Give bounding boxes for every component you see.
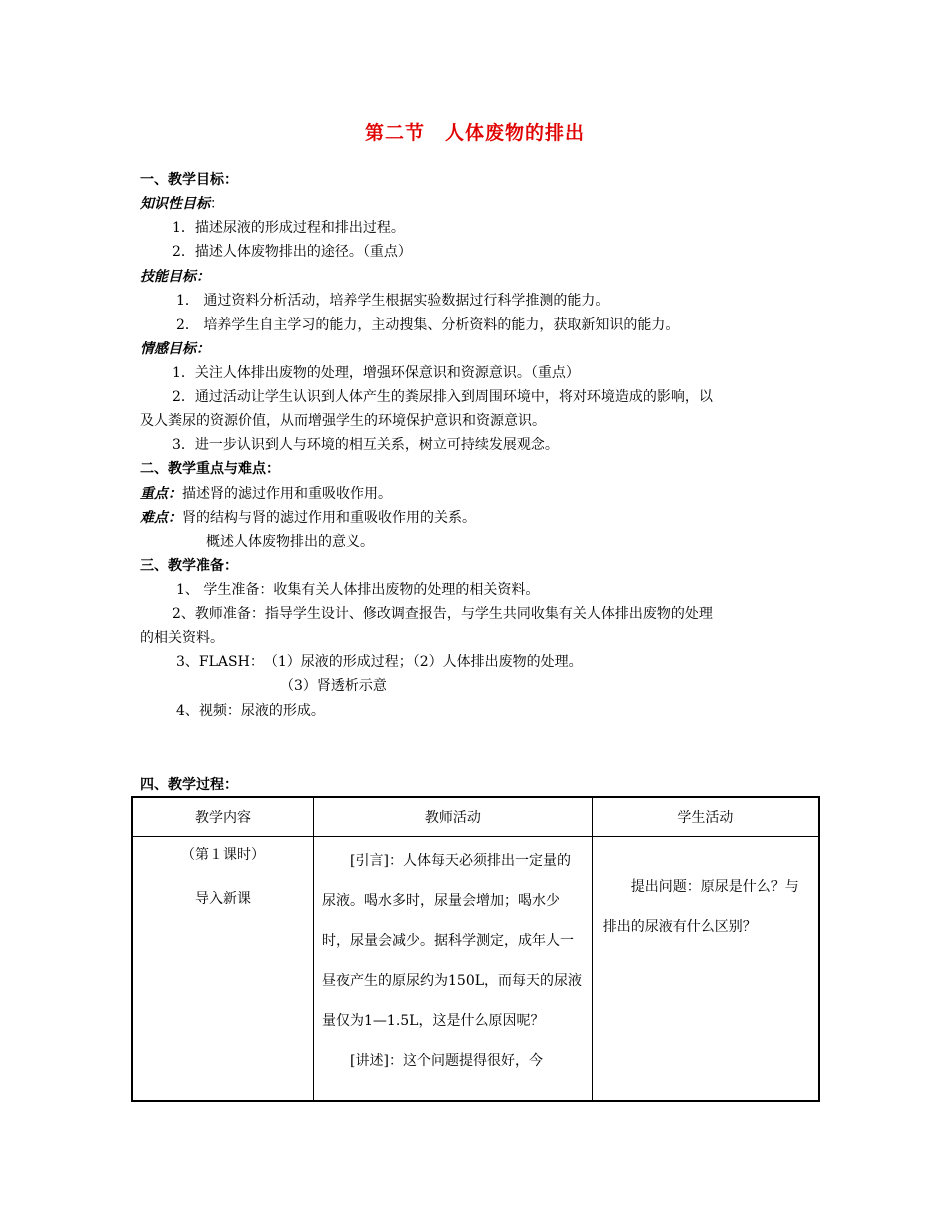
cell-teacher-activity xyxy=(314,837,593,1102)
table-header-teacher: 教师活动 xyxy=(314,797,593,837)
emotion-objective-label: 情感目标： xyxy=(140,341,210,357)
prep-item-continued: 的相关资料。 xyxy=(140,630,224,646)
cell-content xyxy=(132,837,314,1102)
knowledge-item: 2．描述人体废物排出的途径。（重点） xyxy=(172,244,412,260)
section-heading-objectives: 一、教学目标： xyxy=(140,172,238,188)
section-heading-process: 四、教学过程： xyxy=(140,777,238,793)
skill-objective-label: 技能目标： xyxy=(140,269,210,285)
emotion-item-continued: 及人粪尿的资源价值，从而增强学生的环境保护意识和资源意识。 xyxy=(140,413,546,429)
prep-item: 2、教师准备：指导学生设计、修改调查报告，与学生共同收集有关人体排出废物的处理 xyxy=(172,606,713,622)
section-heading-preparation: 三、教学准备： xyxy=(140,558,238,574)
knowledge-objective-label: 知识性目标： xyxy=(140,196,224,212)
section-heading-key-points: 二、教学重点与难点： xyxy=(140,461,280,477)
skill-item: 2． 培养学生自主学习的能力，主动搜集、分析资料的能力，获取新知识的能力。 xyxy=(176,317,680,333)
knowledge-item: 1．描述尿液的形成过程和排出过程。 xyxy=(172,220,405,236)
lesson-topic: 导入新课 xyxy=(195,891,251,907)
page-title: 第二节 人体废物的排出 xyxy=(364,122,585,144)
student-activity-text: 提出问题：原尿是什么？与排出的尿液有什么区别？ xyxy=(602,879,799,935)
emotion-item: 1．关注人体排出废物的处理，增强环保意识和资源意识。（重点） xyxy=(172,365,580,381)
skill-item: 1． 通过资料分析活动，培养学生根据实验数据过行科学推测的能力。 xyxy=(176,293,610,309)
difficult-point-line-2: 概述人体废物排出的意义。 xyxy=(206,534,374,550)
cell-student-activity xyxy=(592,837,819,1102)
difficult-point-line: 难点：肾的结构与肾的滤过作用和重吸收作用的关系。 xyxy=(140,510,476,526)
lesson-period: （第１课时） xyxy=(181,847,265,863)
table-header-student: 学生活动 xyxy=(592,797,819,837)
table-header-row xyxy=(132,797,819,837)
prep-item-continued: （3）肾透析示意 xyxy=(280,678,387,694)
teacher-activity-text: [引言]：人体每天必须排出一定量的尿液。喝水多时，尿量会增加；喝水少时，尿量会减少。据科学测定，成年人一昼夜产生的原尿约为150L，而每天的尿液量仅为1—1.5L，这是什么原因呢？ xyxy=(322,853,583,1029)
emotion-item: 2．通过活动让学生认识到人体产生的粪尿排入到周围环境中，将对环境造成的影响，以 xyxy=(172,389,713,405)
table-header-content: 教学内容 xyxy=(132,797,314,837)
prep-item: 3、FLASH： （1）尿液的形成过程；（2）人体排出废物的处理。 xyxy=(176,654,583,670)
prep-item: 1、 学生准备：收集有关人体排出废物的处理的相关资料。 xyxy=(176,582,540,598)
teacher-activity-text-2: [讲述]：这个问题提得很好，今 xyxy=(322,1053,543,1069)
lesson-table xyxy=(131,796,820,1102)
key-point-line: 重点：描述肾的滤过作用和重吸收作用。 xyxy=(140,486,392,502)
table-row xyxy=(132,837,819,1102)
prep-item: 4、视频：尿液的形成。 xyxy=(176,703,325,719)
emotion-item: 3．进一步认识到人与环境的相互关系，树立可持续发展观念。 xyxy=(172,437,559,453)
